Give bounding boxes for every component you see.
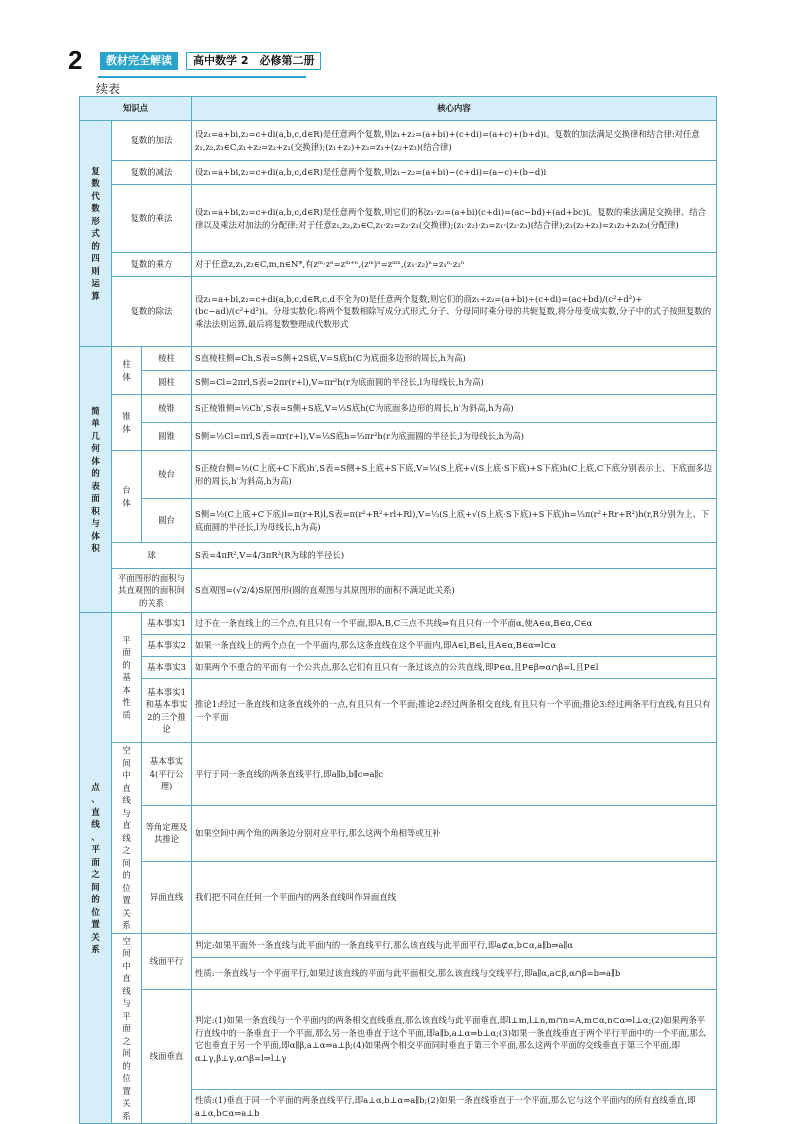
row-content: 判定:如果平面外一条直线与此平面内的一条直线平行,那么该直线与此平面平行,即a⊄α,b⊂α,a∥b⇒a∥α xyxy=(192,933,717,957)
table-row xyxy=(80,161,717,185)
row-label: 平面图形的面积与其直观图的面积间的关系 xyxy=(112,569,192,613)
row-content: S直观图=(√2/4)S原图形(圆的直观图与其原图形的面积不满足此关系) xyxy=(192,569,717,613)
row-label: 棱锥 xyxy=(142,395,192,423)
table-row xyxy=(80,933,717,957)
table-row xyxy=(80,743,717,806)
row-content: S正棱锥侧=½Ch′,S表=S侧+S底,V=⅓S底h(C为底面多边形的周长,h′为斜高,h为高) xyxy=(192,395,717,423)
table-row xyxy=(80,371,717,395)
table-row xyxy=(80,862,717,933)
row-content: 平行于同一条直线的两条直线平行,即a∥b,b∥c⇒a∥c xyxy=(192,743,717,806)
table-row xyxy=(80,543,717,569)
table-header-row xyxy=(80,97,717,121)
row-content: S直棱柱侧=Ch,S表=S侧+2S底,V=S底h(C为底面多边形的周长,h为高) xyxy=(192,347,717,371)
category-complex: 复数代数形式的四则运算 xyxy=(80,121,112,347)
row-label: 等角定理及其推论 xyxy=(142,805,192,862)
row-label: 复数的乘方 xyxy=(112,253,192,277)
header-rule xyxy=(98,76,306,78)
table-row xyxy=(80,451,717,499)
row-content: 如果一条直线上的两个点在一个平面内,那么这条直线在这个平面内,即A∈l,B∈l,且A∈α,B∈α⇒l⊂α xyxy=(192,635,717,657)
row-content: S表=4πR²,V=4/3πR³(R为球的半径长) xyxy=(192,543,717,569)
row-content: 我们把不同在任何一个平面内的两条直线叫作异面直线 xyxy=(192,862,717,933)
row-label: 异面直线 xyxy=(142,862,192,933)
row-label: 基本事实1和基本事实2的三个推论 xyxy=(142,679,192,743)
row-label: 圆锥 xyxy=(142,423,192,451)
row-label: 圆柱 xyxy=(142,371,192,395)
group-frustum: 台体 xyxy=(112,451,142,543)
table-row xyxy=(80,185,717,253)
row-content: 性质:一条直线与一个平面平行,如果过该直线的平面与此平面相交,那么该直线与交线平行,即a∥α,a⊂β,α∩β=b⇒a∥b xyxy=(192,957,717,989)
row-content: S侧=½(C上底+C下底)l=π(r+R)l,S表=π(r²+R²+rl+Rl),V=⅓(S上底+√(S上底·S下底)+S下底)h=⅓π(r²+Rr+R²)h(r,R分别为上、下底面圆的半径长,l为母线长,h为高) xyxy=(192,499,717,543)
row-content: 设z₁=a+bi,z₂=c+di(a,b,c,d∈R)是任意两个复数,则z₁−z₂=(a+bi)−(c+di)=(a−c)+(b−d)i xyxy=(192,161,717,185)
table-row xyxy=(80,635,717,657)
continued-label: 续表 xyxy=(96,82,121,96)
header-knowledge: 知识点 xyxy=(80,97,192,121)
header-content: 核心内容 xyxy=(192,97,717,121)
row-label: 复数的乘法 xyxy=(112,185,192,253)
row-label: 基本事实3 xyxy=(142,657,192,679)
table-row xyxy=(80,423,717,451)
row-label: 基本事实4(平行公理) xyxy=(142,743,192,806)
row-content: 过不在一条直线上的三个点,有且只有一个平面,即A,B,C三点不共线⇒有且只有一个平面α,使A∈α,B∈α,C∈α xyxy=(192,613,717,635)
group-prism: 柱体 xyxy=(112,347,142,395)
table-row xyxy=(80,805,717,862)
row-content: 对于任意z,z₁,z₂∈C,m,n∈N*,有zᵐ·zⁿ=zᵐ⁺ⁿ,(zᵐ)ⁿ=zᵐⁿ,(z₁·z₂)ⁿ=z₁ⁿ·z₂ⁿ xyxy=(192,253,717,277)
row-label: 复数的除法 xyxy=(112,277,192,347)
page-number: 2 xyxy=(68,45,83,75)
table-row xyxy=(80,613,717,635)
row-label: 圆台 xyxy=(142,499,192,543)
knowledge-table xyxy=(79,96,717,1124)
table-row xyxy=(80,347,717,371)
row-content: 性质:(1)垂直于同一个平面的两条直线平行,即a⊥α,b⊥α⇒a∥b;(2)如果一条直线垂直于一个平面,那么它与这个平面内的所有直线垂直,即a⊥α,b⊂α⇒a⊥b xyxy=(192,1090,717,1124)
table-row xyxy=(80,989,717,1090)
row-label: 棱台 xyxy=(142,451,192,499)
row-content: 设z₁=a+bi,z₂=c+di(a,b,c,d∈R,c,d不全为0)是任意两个复数,则它们的商z₁÷z₂=(a+bi)÷(c+di)=(ac+bd)/(c²+d²)+(bc−ad)/(c²+d²)i。分母实数化:将两个复数相除写成分式形式,分子、分母同时乘分母的共轭复数,将分母变成实数,分子中的式子按照复数的乘法法则运算,最后将复数整理成代数形式 xyxy=(192,277,717,347)
group-space-lines: 空间中直线与直线之间的位置关系 xyxy=(112,743,142,934)
table-row xyxy=(80,253,717,277)
row-content: 设z₁=a+bi,z₂=c+di(a,b,c,d∈R)是任意两个复数,则它们的积z₁·z₂=(a+bi)(c+di)=(ac−bd)+(ad+bc)i。复数的乘法满足交换律、结合律以及乘法对加法的分配律:对于任意z₁,z₂,z₃∈C,z₁·z₂=z₂·z₁(交换律);(z₁·z₂)·z₃=z₁·(z₂·z₃)(结合律);z₁(z₂+z₃)=z₁z₂+z₁z₃(分配律) xyxy=(192,185,717,253)
row-label: 复数的减法 xyxy=(112,161,192,185)
table-row xyxy=(80,499,717,543)
row-content: 如果两个不重合的平面有一个公共点,那么它们有且只有一条过该点的公共直线,即P∈α,且P∈β⇒α∩β=l,且P∈l xyxy=(192,657,717,679)
row-label: 线面垂直 xyxy=(142,989,192,1124)
row-label: 基本事实2 xyxy=(142,635,192,657)
table-row xyxy=(80,679,717,743)
row-content: 设z₁=a+bi,z₂=c+di(a,b,c,d∈R)是任意两个复数,则z₁+z₂=(a+bi)+(c+di)=(a+c)+(b+d)i。复数的加法满足交换律和结合律:对任意z₁,z₂,z₃∈C,z₁+z₂=z₂+z₁(交换律);(z₁+z₂)+z₃=z₁+(z₂+z₃)(结合律) xyxy=(192,121,717,161)
category-solids: 简单几何体的表面积与体积 xyxy=(80,347,112,613)
row-content: S正棱台侧=½(C上底+C下底)h′,S表=S侧+S上底+S下底,V=⅓(S上底+√(S上底·S下底)+S下底)h(C上底,C下底分别表示上、下底面多边形的周长,h′为斜高,h为高) xyxy=(192,451,717,499)
row-label: 复数的加法 xyxy=(112,121,192,161)
group-plane-props: 平面的基本性质 xyxy=(112,613,142,743)
row-label: 线面平行 xyxy=(142,933,192,989)
row-content: 如果空间中两个角的两条边分别对应平行,那么这两个角相等或互补 xyxy=(192,805,717,862)
table-row xyxy=(80,277,717,347)
row-label: 基本事实1 xyxy=(142,613,192,635)
row-label: 球 xyxy=(112,543,192,569)
book-badge: 高中数学 2 必修第二册 xyxy=(186,52,321,70)
table-row xyxy=(80,121,717,161)
table-row xyxy=(80,395,717,423)
row-label: 棱柱 xyxy=(142,347,192,371)
table-row xyxy=(80,569,717,613)
row-content: S侧=Cl=2πrl,S表=2πr(r+l),V=πr²h(r为底面圆的半径长,l为母线长,h为高) xyxy=(192,371,717,395)
row-content: 推论1:经过一条直线和这条直线外的一点,有且只有一个平面;推论2:经过两条相交直线,有且只有一个平面;推论3:经过两条平行直线,有且只有一个平面 xyxy=(192,679,717,743)
category-pointline: 点、直线、平面之间的位置关系 xyxy=(80,613,112,1124)
row-content: 判定:(1)如果一条直线与一个平面内的两条相交直线垂直,那么该直线与此平面垂直,即l⊥m,l⊥n,m∩n=A,m⊂α,n⊂α⇒l⊥α;(2)如果两条平行直线中的一条垂直于一个平面,那么另一条也垂直于这个平面,即a∥b,a⊥α⇒b⊥α;(3)如果一条直线垂直于两个平行平面中的一个平面,那么它也垂直于另一个平面,即α∥β,a⊥α⇒a⊥β;(4)如果两个相交平面同时垂直于第三个平面,那么这两个平面的交线垂直于第三个平面,即α⊥γ,β⊥γ,α∩β=l⇒l⊥γ xyxy=(192,989,717,1090)
row-content: S侧=½Cl=πrl,S表=πr(r+l),V=⅓S底h=⅓πr²h(r为底面圆的半径长,l为母线长,h为高) xyxy=(192,423,717,451)
series-badge: 教材完全解读 xyxy=(100,52,178,70)
table-row xyxy=(80,657,717,679)
group-line-plane: 空间中直线与平面之间的位置关系 xyxy=(112,933,142,1124)
group-pyramid: 锥体 xyxy=(112,395,142,451)
